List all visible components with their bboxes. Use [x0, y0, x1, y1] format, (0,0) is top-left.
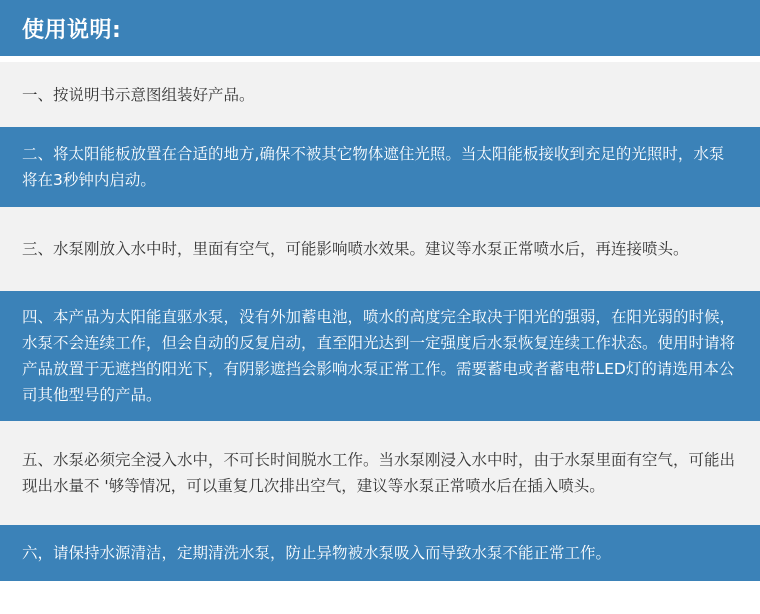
instruction-text-5: 五、水泵必须完全浸入水中，不可长时间脱水工作。当水泵刚浸入水中时，由于水泵里面有空气，可能出现出水量不 '够等情况，可以重复几次排出空气，建议等水泵正常喷水后在插入喷头。 — [22, 451, 736, 495]
instruction-item-2 — [0, 127, 760, 207]
instruction-item-5 — [0, 421, 760, 525]
instructions-header — [0, 0, 760, 56]
instruction-item-4 — [0, 291, 760, 421]
instruction-item-1 — [0, 62, 760, 127]
instruction-text-1: 一、按说明书示意图组装好产品。 — [22, 85, 255, 104]
instruction-text-2: 二、将太阳能板放置在合适的地方,确保不被其它物体遮住光照。当太阳能板接收到充足的光照时，水泵将在3秒钟内启动。 — [22, 145, 725, 189]
instruction-text-4: 四、本产品为太阳能直驱水泵，没有外加蓄电池，喷水的高度完全取决于阳光的强弱，在阳光弱的时候，水泵不会连续工作，但会自动的反复启动，直至阳光达到一定强度后水泵恢复连续工作状态。使用时请将产品放置于无遮挡的阳光下，有阴影遮挡会影响水泵正常工作。需要蓄电或者蓄电带LED灯的请选用本公司其他型号的产品。 — [22, 308, 736, 404]
instruction-text-3: 三、水泵刚放入水中时，里面有空气，可能影响喷水效果。建议等水泵正常喷水后，再连接喷头。 — [22, 240, 689, 258]
instruction-item-6 — [0, 525, 760, 581]
page-title: 使用说明: — [22, 17, 122, 43]
instruction-text-6: 六，请保持水源清洁，定期清洗水泵，防止异物被水泵吸入而导致水泵不能正常工作。 — [22, 544, 612, 562]
instruction-item-3 — [0, 207, 760, 291]
